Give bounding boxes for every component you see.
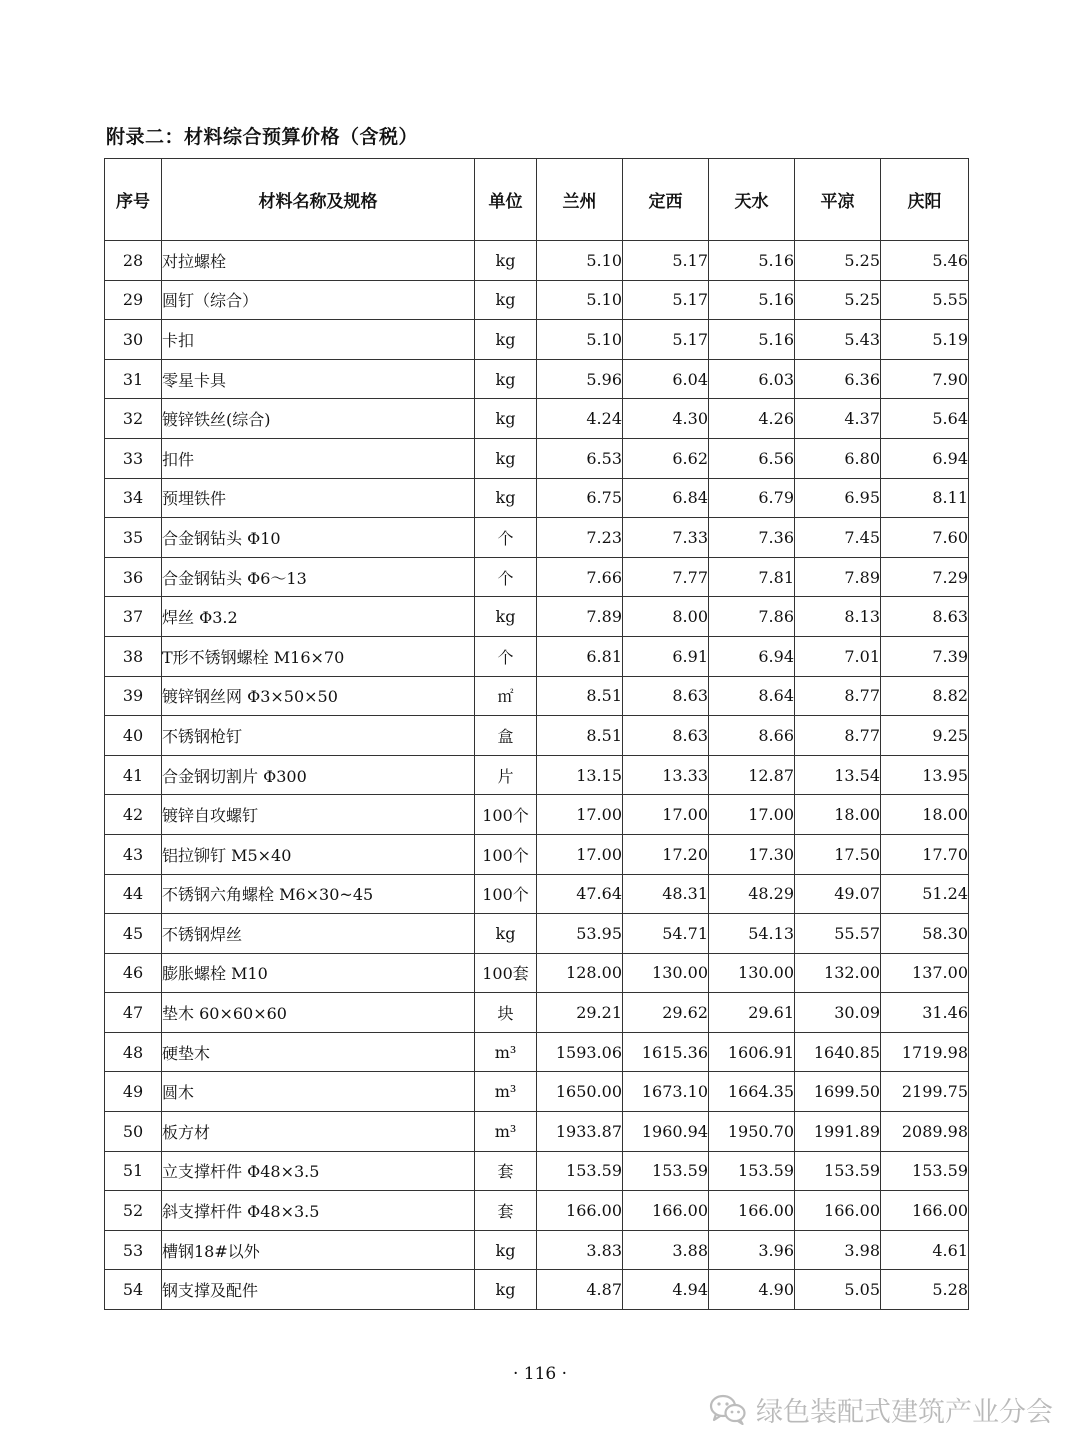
cell-col-lanzhou: 5.10	[537, 241, 623, 281]
cell-col-tianshui: 7.81	[709, 557, 795, 597]
cell-col-pingliang: 132.00	[795, 953, 881, 993]
cell-col-name: 圆木	[162, 1072, 475, 1112]
cell-col-tianshui: 166.00	[709, 1191, 795, 1231]
table-row	[105, 993, 969, 1033]
cell-col-unit: 套	[475, 1191, 537, 1231]
table-row	[105, 1230, 969, 1270]
cell-col-dingxi: 5.17	[623, 320, 709, 360]
cell-col-tianshui: 1664.35	[709, 1072, 795, 1112]
cell-col-unit: 盒	[475, 716, 537, 756]
cell-col-lanzhou: 4.24	[537, 399, 623, 439]
cell-col-pingliang: 3.98	[795, 1230, 881, 1270]
cell-col-lanzhou: 7.23	[537, 518, 623, 558]
table-row	[105, 359, 969, 399]
cell-col-tianshui: 5.16	[709, 241, 795, 281]
cell-col-lanzhou: 8.51	[537, 676, 623, 716]
cell-col-dingxi: 130.00	[623, 953, 709, 993]
cell-col-dingxi: 166.00	[623, 1191, 709, 1231]
cell-col-dingxi: 48.31	[623, 874, 709, 914]
cell-col-name: 斜支撑杆件 Φ48×3.5	[162, 1191, 475, 1231]
cell-col-name: 预埋铁件	[162, 478, 475, 518]
cell-col-tianshui: 29.61	[709, 993, 795, 1033]
cell-col-qingyang: 7.60	[881, 518, 969, 558]
price-table	[104, 158, 969, 1310]
cell-col-lanzhou: 1593.06	[537, 1032, 623, 1072]
cell-col-tianshui: 6.79	[709, 478, 795, 518]
cell-col-name: T形不锈钢螺栓 M16×70	[162, 636, 475, 676]
cell-col-no: 51	[105, 1151, 162, 1191]
cell-col-unit: kg	[475, 359, 537, 399]
cell-col-qingyang: 137.00	[881, 953, 969, 993]
cell-col-pingliang: 5.05	[795, 1270, 881, 1310]
cell-col-pingliang: 1699.50	[795, 1072, 881, 1112]
cell-col-tianshui: 6.03	[709, 359, 795, 399]
cell-col-name: 立支撑杆件 Φ48×3.5	[162, 1151, 475, 1191]
cell-col-pingliang: 8.77	[795, 676, 881, 716]
cell-col-name: 卡扣	[162, 320, 475, 360]
cell-col-unit: m³	[475, 1112, 537, 1152]
cell-col-unit: 100套	[475, 953, 537, 993]
cell-col-no: 36	[105, 557, 162, 597]
cell-col-dingxi: 6.04	[623, 359, 709, 399]
table-header	[105, 159, 969, 241]
cell-col-no: 54	[105, 1270, 162, 1310]
cell-col-tianshui: 3.96	[709, 1230, 795, 1270]
cell-col-name: 零星卡具	[162, 359, 475, 399]
table-row	[105, 914, 969, 954]
cell-col-tianshui: 8.64	[709, 676, 795, 716]
cell-col-pingliang: 13.54	[795, 755, 881, 795]
cell-col-unit: kg	[475, 438, 537, 478]
cell-col-pingliang: 6.36	[795, 359, 881, 399]
cell-col-qingyang: 5.64	[881, 399, 969, 439]
cell-col-no: 37	[105, 597, 162, 637]
table-body	[105, 241, 969, 1310]
cell-col-lanzhou: 1933.87	[537, 1112, 623, 1152]
table-row	[105, 1072, 969, 1112]
cell-col-pingliang: 153.59	[795, 1151, 881, 1191]
cell-col-dingxi: 5.17	[623, 280, 709, 320]
cell-col-name: 镀锌钢丝网 Φ3×50×50	[162, 676, 475, 716]
cell-col-tianshui: 12.87	[709, 755, 795, 795]
cell-col-no: 42	[105, 795, 162, 835]
cell-col-name: 合金钢钻头 Φ10	[162, 518, 475, 558]
cell-col-dingxi: 17.00	[623, 795, 709, 835]
cell-col-lanzhou: 8.51	[537, 716, 623, 756]
cell-col-dingxi: 6.84	[623, 478, 709, 518]
cell-col-no: 52	[105, 1191, 162, 1231]
cell-col-pingliang: 166.00	[795, 1191, 881, 1231]
cell-col-unit: kg	[475, 399, 537, 439]
cell-col-lanzhou: 128.00	[537, 953, 623, 993]
cell-col-qingyang: 6.94	[881, 438, 969, 478]
cell-col-lanzhou: 29.21	[537, 993, 623, 1033]
cell-col-tianshui: 48.29	[709, 874, 795, 914]
cell-col-name: 硬垫木	[162, 1032, 475, 1072]
cell-col-qingyang: 166.00	[881, 1191, 969, 1231]
header-col-dingxi: 定西	[623, 159, 709, 241]
header-col-name: 材料名称及规格	[162, 159, 475, 241]
cell-col-qingyang: 5.55	[881, 280, 969, 320]
cell-col-qingyang: 7.90	[881, 359, 969, 399]
cell-col-name: 镀锌自攻螺钉	[162, 795, 475, 835]
cell-col-dingxi: 7.33	[623, 518, 709, 558]
cell-col-qingyang: 2089.98	[881, 1112, 969, 1152]
watermark	[708, 1392, 1053, 1426]
cell-col-tianshui: 7.86	[709, 597, 795, 637]
table-row	[105, 874, 969, 914]
table-row	[105, 636, 969, 676]
cell-col-no: 29	[105, 280, 162, 320]
cell-col-name: 膨胀螺栓 M10	[162, 953, 475, 993]
cell-col-lanzhou: 3.83	[537, 1230, 623, 1270]
table-row	[105, 676, 969, 716]
table-row	[105, 597, 969, 637]
table-row	[105, 438, 969, 478]
cell-col-tianshui: 17.30	[709, 834, 795, 874]
cell-col-qingyang: 8.82	[881, 676, 969, 716]
cell-col-qingyang: 8.11	[881, 478, 969, 518]
header-col-pingliang: 平凉	[795, 159, 881, 241]
cell-col-unit: kg	[475, 280, 537, 320]
cell-col-lanzhou: 6.81	[537, 636, 623, 676]
page-number: · 116 ·	[512, 1364, 568, 1384]
table-row	[105, 399, 969, 439]
cell-col-qingyang: 5.19	[881, 320, 969, 360]
cell-col-lanzhou: 53.95	[537, 914, 623, 954]
cell-col-name: 铝拉铆钉 M5×40	[162, 834, 475, 874]
cell-col-dingxi: 8.00	[623, 597, 709, 637]
cell-col-dingxi: 6.62	[623, 438, 709, 478]
cell-col-pingliang: 49.07	[795, 874, 881, 914]
cell-col-lanzhou: 17.00	[537, 795, 623, 835]
table-row	[105, 1270, 969, 1310]
cell-col-tianshui: 6.56	[709, 438, 795, 478]
cell-col-tianshui: 153.59	[709, 1151, 795, 1191]
cell-col-pingliang: 18.00	[795, 795, 881, 835]
cell-col-dingxi: 5.17	[623, 241, 709, 281]
cell-col-no: 43	[105, 834, 162, 874]
header-col-qingyang: 庆阳	[881, 159, 969, 241]
cell-col-pingliang: 8.77	[795, 716, 881, 756]
cell-col-dingxi: 6.91	[623, 636, 709, 676]
cell-col-name: 钢支撑及配件	[162, 1270, 475, 1310]
cell-col-lanzhou: 153.59	[537, 1151, 623, 1191]
cell-col-no: 47	[105, 993, 162, 1033]
cell-col-lanzhou: 5.10	[537, 320, 623, 360]
cell-col-qingyang: 8.63	[881, 597, 969, 637]
cell-col-dingxi: 29.62	[623, 993, 709, 1033]
cell-col-dingxi: 7.77	[623, 557, 709, 597]
cell-col-pingliang: 6.80	[795, 438, 881, 478]
table-row	[105, 795, 969, 835]
cell-col-name: 镀锌铁丝(综合)	[162, 399, 475, 439]
cell-col-no: 40	[105, 716, 162, 756]
watermark-text: 绿色装配式建筑产业分会	[756, 1396, 1053, 1428]
cell-col-lanzhou: 13.15	[537, 755, 623, 795]
cell-col-dingxi: 13.33	[623, 755, 709, 795]
cell-col-qingyang: 153.59	[881, 1151, 969, 1191]
cell-col-no: 53	[105, 1230, 162, 1270]
header-row	[105, 159, 969, 241]
cell-col-lanzhou: 5.96	[537, 359, 623, 399]
cell-col-lanzhou: 1650.00	[537, 1072, 623, 1112]
cell-col-dingxi: 3.88	[623, 1230, 709, 1270]
cell-col-name: 槽钢18#以外	[162, 1230, 475, 1270]
cell-col-name: 合金钢钻头 Φ6～13	[162, 557, 475, 597]
table-row	[105, 1032, 969, 1072]
cell-col-no: 41	[105, 755, 162, 795]
cell-col-unit: 100个	[475, 874, 537, 914]
cell-col-unit: 个	[475, 636, 537, 676]
cell-col-no: 39	[105, 676, 162, 716]
cell-col-pingliang: 17.50	[795, 834, 881, 874]
cell-col-no: 45	[105, 914, 162, 954]
cell-col-lanzhou: 17.00	[537, 834, 623, 874]
cell-col-unit: m³	[475, 1032, 537, 1072]
cell-col-no: 28	[105, 241, 162, 281]
cell-col-dingxi: 153.59	[623, 1151, 709, 1191]
cell-col-pingliang: 5.25	[795, 241, 881, 281]
table-row	[105, 478, 969, 518]
cell-col-name: 圆钉（综合）	[162, 280, 475, 320]
cell-col-qingyang: 17.70	[881, 834, 969, 874]
cell-col-dingxi: 4.94	[623, 1270, 709, 1310]
cell-col-qingyang: 51.24	[881, 874, 969, 914]
cell-col-tianshui: 6.94	[709, 636, 795, 676]
cell-col-lanzhou: 6.75	[537, 478, 623, 518]
cell-col-no: 38	[105, 636, 162, 676]
header-col-unit: 单位	[475, 159, 537, 241]
cell-col-name: 扣件	[162, 438, 475, 478]
cell-col-pingliang: 30.09	[795, 993, 881, 1033]
cell-col-no: 50	[105, 1112, 162, 1152]
cell-col-pingliang: 5.43	[795, 320, 881, 360]
cell-col-dingxi: 8.63	[623, 716, 709, 756]
cell-col-tianshui: 54.13	[709, 914, 795, 954]
cell-col-unit: kg	[475, 597, 537, 637]
cell-col-name: 焊丝 Φ3.2	[162, 597, 475, 637]
cell-col-dingxi: 1673.10	[623, 1072, 709, 1112]
cell-col-tianshui: 5.16	[709, 320, 795, 360]
table-row	[105, 518, 969, 558]
cell-col-lanzhou: 166.00	[537, 1191, 623, 1231]
cell-col-unit: 100个	[475, 834, 537, 874]
table-row	[105, 241, 969, 281]
cell-col-no: 30	[105, 320, 162, 360]
header-col-lanzhou: 兰州	[537, 159, 623, 241]
cell-col-tianshui: 130.00	[709, 953, 795, 993]
cell-col-pingliang: 7.89	[795, 557, 881, 597]
cell-col-unit: 100个	[475, 795, 537, 835]
table-row	[105, 953, 969, 993]
cell-col-lanzhou: 7.89	[537, 597, 623, 637]
cell-col-dingxi: 1615.36	[623, 1032, 709, 1072]
header-col-tianshui: 天水	[709, 159, 795, 241]
cell-col-unit: 片	[475, 755, 537, 795]
table-row	[105, 280, 969, 320]
cell-col-unit: kg	[475, 1270, 537, 1310]
cell-col-qingyang: 13.95	[881, 755, 969, 795]
cell-col-unit: m³	[475, 1072, 537, 1112]
cell-col-unit: kg	[475, 914, 537, 954]
cell-col-no: 32	[105, 399, 162, 439]
table-row	[105, 716, 969, 756]
cell-col-qingyang: 7.29	[881, 557, 969, 597]
cell-col-name: 板方材	[162, 1112, 475, 1152]
cell-col-pingliang: 8.13	[795, 597, 881, 637]
cell-col-lanzhou: 4.87	[537, 1270, 623, 1310]
cell-col-dingxi: 8.63	[623, 676, 709, 716]
cell-col-qingyang: 31.46	[881, 993, 969, 1033]
cell-col-tianshui: 7.36	[709, 518, 795, 558]
cell-col-name: 对拉螺栓	[162, 241, 475, 281]
cell-col-qingyang: 5.28	[881, 1270, 969, 1310]
cell-col-qingyang: 1719.98	[881, 1032, 969, 1072]
table-row	[105, 320, 969, 360]
cell-col-qingyang: 9.25	[881, 716, 969, 756]
cell-col-unit: ㎡	[475, 676, 537, 716]
cell-col-no: 44	[105, 874, 162, 914]
cell-col-tianshui: 4.90	[709, 1270, 795, 1310]
cell-col-dingxi: 54.71	[623, 914, 709, 954]
cell-col-lanzhou: 7.66	[537, 557, 623, 597]
cell-col-name: 不锈钢焊丝	[162, 914, 475, 954]
cell-col-tianshui: 8.66	[709, 716, 795, 756]
table-row	[105, 834, 969, 874]
cell-col-tianshui: 5.16	[709, 280, 795, 320]
cell-col-no: 34	[105, 478, 162, 518]
header-col-no: 序号	[105, 159, 162, 241]
cell-col-pingliang: 55.57	[795, 914, 881, 954]
cell-col-name: 不锈钢六角螺栓 M6×30~45	[162, 874, 475, 914]
cell-col-unit: 块	[475, 993, 537, 1033]
cell-col-no: 48	[105, 1032, 162, 1072]
cell-col-lanzhou: 5.10	[537, 280, 623, 320]
cell-col-tianshui: 4.26	[709, 399, 795, 439]
cell-col-unit: kg	[475, 241, 537, 281]
cell-col-no: 49	[105, 1072, 162, 1112]
cell-col-tianshui: 17.00	[709, 795, 795, 835]
table-row	[105, 1112, 969, 1152]
cell-col-qingyang: 4.61	[881, 1230, 969, 1270]
cell-col-no: 31	[105, 359, 162, 399]
table-row	[105, 557, 969, 597]
wechat-icon	[708, 1393, 748, 1425]
table-row	[105, 1191, 969, 1231]
cell-col-name: 合金钢切割片 Φ300	[162, 755, 475, 795]
cell-col-unit: kg	[475, 1230, 537, 1270]
cell-col-pingliang: 1991.89	[795, 1112, 881, 1152]
cell-col-pingliang: 5.25	[795, 280, 881, 320]
table-row	[105, 1151, 969, 1191]
cell-col-pingliang: 1640.85	[795, 1032, 881, 1072]
cell-col-no: 35	[105, 518, 162, 558]
cell-col-qingyang: 7.39	[881, 636, 969, 676]
cell-col-unit: kg	[475, 478, 537, 518]
cell-col-unit: 套	[475, 1151, 537, 1191]
cell-col-qingyang: 58.30	[881, 914, 969, 954]
cell-col-no: 33	[105, 438, 162, 478]
cell-col-lanzhou: 6.53	[537, 438, 623, 478]
cell-col-no: 46	[105, 953, 162, 993]
cell-col-dingxi: 1960.94	[623, 1112, 709, 1152]
cell-col-pingliang: 4.37	[795, 399, 881, 439]
cell-col-unit: 个	[475, 518, 537, 558]
cell-col-tianshui: 1606.91	[709, 1032, 795, 1072]
cell-col-pingliang: 6.95	[795, 478, 881, 518]
cell-col-qingyang: 2199.75	[881, 1072, 969, 1112]
cell-col-qingyang: 18.00	[881, 795, 969, 835]
cell-col-tianshui: 1950.70	[709, 1112, 795, 1152]
cell-col-qingyang: 5.46	[881, 241, 969, 281]
cell-col-unit: 个	[475, 557, 537, 597]
cell-col-unit: kg	[475, 320, 537, 360]
table-row	[105, 755, 969, 795]
page-title: 附录二：材料综合预算价格（含税）	[106, 126, 419, 148]
cell-col-name: 不锈钢枪钉	[162, 716, 475, 756]
cell-col-pingliang: 7.01	[795, 636, 881, 676]
cell-col-name: 垫木 60×60×60	[162, 993, 475, 1033]
cell-col-lanzhou: 47.64	[537, 874, 623, 914]
cell-col-dingxi: 4.30	[623, 399, 709, 439]
cell-col-pingliang: 7.45	[795, 518, 881, 558]
cell-col-dingxi: 17.20	[623, 834, 709, 874]
